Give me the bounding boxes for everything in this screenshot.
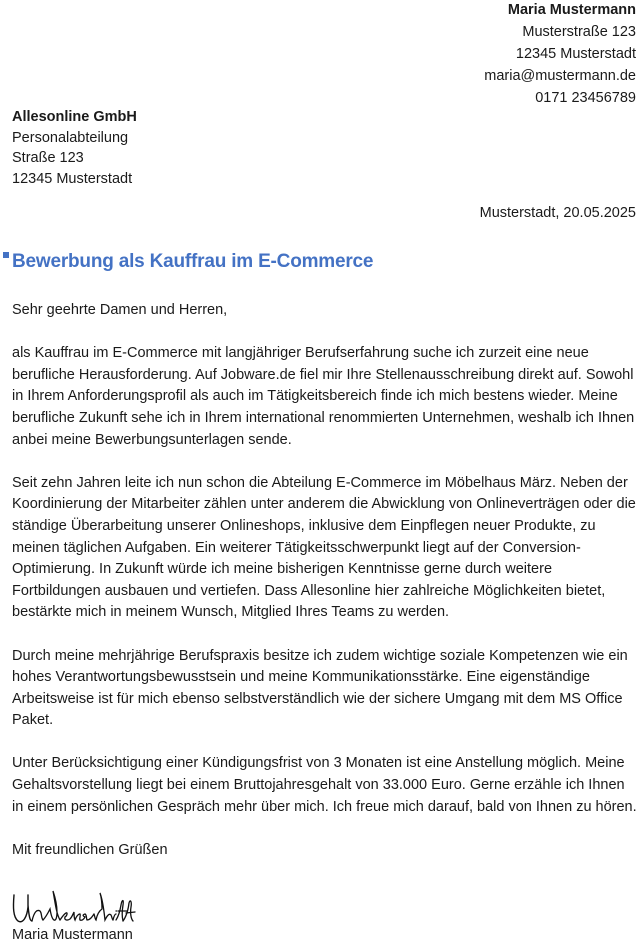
sender-email: maria@mustermann.de bbox=[484, 68, 636, 84]
recipient-address-block bbox=[12, 107, 137, 189]
recipient-company: Allesonline GmbH bbox=[12, 109, 137, 125]
body-paragraph-2: Seit zehn Jahren leite ich nun schon die Abteilung E-Commerce im Möbelhaus März. Neben der Koordinierung der Mitarbeiter zählen unter anderem die Abwicklung von Onlineverträgen oder die ständige Überarbeitung unserer Onlineshops, inklusive dem Einpflegen neuer Produkte, zu meinen täglichen Aufgaben. Ein weiterer Tätigkeitsschwerpunkt liegt auf der Conversion-Optimierung. In Zukunft würde ich meine bisherigen Kenntnisse gerne durch weitere Fortbildungen ausbauen und vertiefen. Dass Allesonline hier zahlreiche Möglichkeiten bietet, bestärkte mich in meinem Wunsch, Mitglied Ihres Teams zu werden. bbox=[12, 474, 636, 621]
body-paragraph-4: Unter Berücksichtigung einer Kündigungsfrist von 3 Monaten ist eine Anstellung möglich. Meine Gehaltsvorstellung liegt bei einem Bruttojahresgehalt von 33.000 Euro. Gerne erzähle ich Ihnen in einem persönlichen Gespräch mehr über mich. Ich freue mich darauf, bald von Ihnen zu hören. bbox=[12, 755, 637, 815]
recipient-department: Personalabteilung bbox=[12, 129, 129, 146]
recipient-street: Straße 123 bbox=[12, 150, 84, 166]
sender-street: Musterstraße 123 bbox=[522, 24, 636, 40]
letter-body bbox=[12, 300, 638, 883]
body-paragraph-1: als Kauffrau im E-Commerce mit langjähriger Berufserfahrung suche ich zurzeit eine neue berufliche Herausforderung. Auf Jobware.de fiel mir Ihre Stellenausschreibung direkt auf. Sowohl in Ihrem Anforderungsprofil als auch im Tätigkeitsbereich finde ich mich bestens wieder. Meine berufliche Zukunft sehe ich in Ihrem international renommierten Unternehmen, weshalb ich Ihnen anbei meine Bewerbungsunterlagen sende. bbox=[12, 345, 635, 448]
sender-address-block bbox=[484, 0, 636, 109]
signer-name: Maria Mustermann bbox=[12, 927, 133, 943]
subject-marker bbox=[3, 252, 9, 258]
closing: Mit freundlichen Grüßen bbox=[12, 841, 168, 858]
salutation: Sehr geehrte Damen und Herren, bbox=[12, 302, 228, 318]
sender-phone: 0171 23456789 bbox=[535, 90, 636, 106]
letter-subject: Bewerbung als Kauffrau im E-Commerce bbox=[12, 251, 374, 272]
letter-date: Musterstadt, 20.05.2025 bbox=[479, 205, 636, 221]
recipient-city: 12345 Musterstadt bbox=[12, 170, 133, 187]
sender-name: Maria Mustermann bbox=[507, 2, 636, 18]
body-paragraph-3: Durch meine mehrjährige Berufspraxis besitze ich zudem wichtige soziale Kompetenzen wie ein hohes Verantwortungsbewusstsein und meine Kommunikationsstärke. Eine eigenständige Arbeitsweise ist für mich ebenso selbstverständlich wie der sichere Umgang mit dem MS Office Paket. bbox=[12, 647, 628, 729]
sender-city: 12345 Musterstadt bbox=[515, 46, 636, 62]
handwritten-signature bbox=[10, 887, 140, 929]
